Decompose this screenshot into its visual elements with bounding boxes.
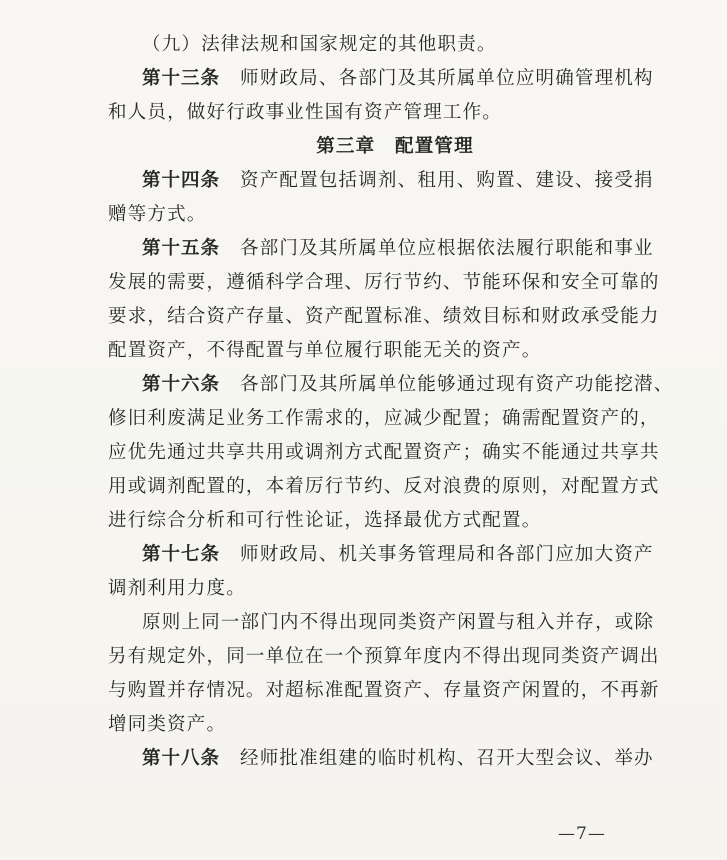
text-line (100, 62, 660, 96)
text-line (100, 96, 660, 130)
text-line (100, 606, 660, 640)
line-text: 要求，结合资产存量、资产配置标准、绩效目标和财政承受能力 (108, 306, 660, 327)
article-number: 第十八条 (142, 748, 221, 769)
chapter-heading: 第三章 配置管理 (316, 136, 474, 157)
line-text: 与购置并存情况。对超标准配置资产、存量资产闲置的，不再新 (108, 680, 660, 701)
text-line (100, 368, 674, 402)
line-text: 配置资产，不得配置与单位履行职能无关的资产。 (108, 340, 542, 361)
text-line (100, 708, 660, 742)
text-line (100, 198, 660, 232)
line-text: 调剂利用力度。 (108, 578, 246, 599)
article-number: 第十七条 (142, 544, 221, 565)
line-text: 经师批准组建的临时机构、召开大型会议、举办 (240, 748, 654, 769)
line-text: 师财政局、机关事务管理局和各部门应加大资产 (240, 544, 654, 565)
text-line (100, 232, 660, 266)
text-line (100, 436, 660, 470)
text-line (100, 300, 660, 334)
article-number: 第十六条 (142, 374, 221, 395)
line-text: 发展的需要，遵循科学合理、厉行节约、节能环保和安全可靠的 (108, 272, 660, 293)
document-body (100, 28, 674, 776)
text-line (100, 538, 660, 572)
line-text: 增同类资产。 (108, 714, 227, 735)
line-text: 和人员，做好行政事业性国有资产管理工作。 (108, 102, 503, 123)
line-text: 应优先通过共享共用或调剂方式配置资产；确实不能通过共享共 (108, 442, 660, 463)
text-line (100, 334, 660, 368)
text-line (100, 572, 660, 606)
line-text: 原则上同一部门内不得出现同类资产闲置与租入并存，或除 (142, 612, 655, 633)
line-text: 用或调剂配置的，本着厉行节约、反对浪费的原则，对配置方式 (108, 476, 660, 497)
text-line (100, 504, 660, 538)
page-number: —7— (558, 824, 606, 844)
line-text: 师财政局、各部门及其所属单位应明确管理机构 (240, 68, 654, 89)
text-line (100, 164, 660, 198)
text-line (100, 266, 660, 300)
text-line (100, 640, 660, 674)
line-text: 各部门及其所属单位应根据依法履行职能和事业 (240, 238, 654, 259)
article-number: 第十三条 (142, 68, 221, 89)
text-line (100, 674, 660, 708)
text-line (100, 742, 660, 776)
line-text: 各部门及其所属单位能够通过现有资产功能挖潜、 (240, 374, 674, 395)
line-text: 资产配置包括调剂、租用、购置、建设、接受捐 (240, 170, 654, 191)
line-text: 修旧利废满足业务工作需求的，应减少配置；确需配置资产的， (108, 408, 660, 429)
article-number: 第十四条 (142, 170, 221, 191)
text-line (100, 470, 660, 504)
text-line (100, 402, 660, 436)
line-text: （九）法律法规和国家规定的其他职责。 (142, 34, 497, 55)
article-number: 第十五条 (142, 238, 221, 259)
line-text: 另有规定外，同一单位在一个预算年度内不得出现同类资产调出 (108, 646, 660, 667)
line-text: 进行综合分析和可行性论证，选择最优方式配置。 (108, 510, 542, 531)
text-line (100, 28, 660, 62)
line-text: 赠等方式。 (108, 204, 207, 225)
